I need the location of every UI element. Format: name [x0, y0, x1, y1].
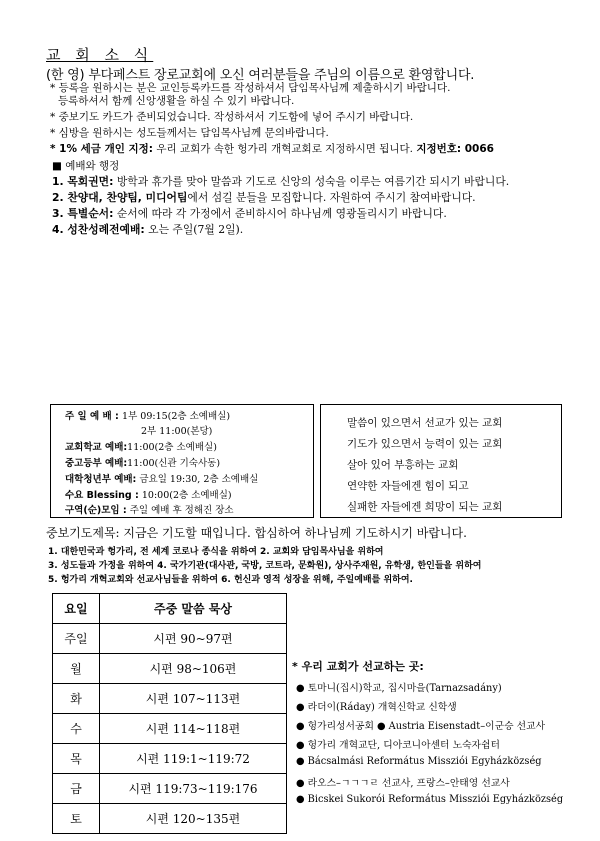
notice-item: * 중보기도 카드가 준비되었습니다. 작성하셔서 기도함에 넣어 주시기 바랍니다. — [50, 111, 414, 123]
mission-item: ● 헝가리성서공회 ● Austria Eisenstadt–이군승 선교사 — [296, 721, 546, 732]
reading-cell: 시편 119:1~119:72 — [100, 744, 287, 774]
table-row — [53, 714, 287, 744]
day-cell: 화 — [53, 684, 100, 714]
day-cell: 수 — [53, 714, 100, 744]
service-line: 중고등부 예배:11:00(신관 기숙사동) — [65, 458, 221, 469]
day-cell: 주일 — [53, 624, 100, 654]
prayer-item: 3. 성도들과 가정을 위하여 4. 국가기관(대사관, 국방, 코트라, 문화원), 상사주재원, 유학생, 한인들을 위하여 — [48, 561, 482, 571]
table-row — [53, 624, 287, 654]
service-line: 2부 11:00(본당) — [141, 426, 213, 437]
worship-admin-label: ■ 예배와 행정 — [52, 160, 120, 172]
reading-cell: 시편 114~118편 — [100, 714, 287, 744]
service-line: 대학청년부 예배: 금요일 19:30, 2층 소예배실 — [65, 474, 259, 485]
duty-item: 3. 특별순서: 순서에 따라 각 가정에서 준비하시어 하나님께 영광돌리시기 바랍니다. — [52, 207, 447, 220]
table-row — [53, 804, 287, 834]
reading-cell: 시편 120~135편 — [100, 804, 287, 834]
reading-cell: 시편 98~106편 — [100, 654, 287, 684]
notice-item: * 심방을 원하시는 성도들께서는 담임목사님께 문의바랍니다. — [50, 127, 329, 139]
mission-item: ● 라오스–ㄱㄱㄱㄹ 선교사, 프랑스–안태영 선교사 — [296, 778, 510, 789]
church-motto-box — [320, 404, 562, 518]
service-line: 주 일 예 배 : 1부 09:15(2층 소예배실) — [65, 411, 231, 422]
prayer-item: 5. 헝가리 개혁교회와 선교사님들을 위하여 6. 헌신과 영적 성장을 위해, 주일예배를 위하여. — [48, 575, 413, 585]
duty-item: 1. 목회권면: 방학과 휴가를 맞아 말씀과 기도로 신앙의 성숙을 이루는 여름기간 되시기 바랍니다. — [52, 175, 510, 188]
service-line: 교회학교 예배:11:00(2층 소예배실) — [65, 442, 217, 453]
page-title: 교 회 소 식 — [46, 46, 154, 64]
motto-line: 연약한 자들에겐 힘이 되고 — [347, 480, 469, 492]
duty-item: 4. 성찬성례전예배: 오는 주일(7월 2일). — [52, 223, 244, 236]
table-row — [53, 744, 287, 774]
table-row — [53, 684, 287, 714]
notice-item: * 등록을 원하시는 분은 교인등록카드를 작성하셔서 담임목사님께 제출하시기 바랍니다. — [50, 82, 451, 94]
welcome-message: (한 영) 부다페스트 장로교회에 오신 여러분들을 주님의 이름으로 환영합니다. — [46, 68, 475, 83]
notice-item: 등록하셔서 함께 신앙생활을 하실 수 있기 바랍니다. — [58, 95, 295, 107]
mission-item: ● Bicskei Sukorói Református Missziói Egyházközség — [296, 794, 564, 805]
day-cell: 월 — [53, 654, 100, 684]
mission-item: ● 라더이(Ráday) 개혁신학교 신학생 — [296, 702, 457, 713]
motto-line: 살아 있어 부흥하는 교회 — [347, 459, 459, 471]
mission-item: ● 토마니(집시)학교, 집시마을(Tarnazsadány) — [296, 683, 502, 694]
table-row — [53, 774, 287, 804]
motto-line: 기도가 있으면서 능력이 있는 교회 — [347, 438, 503, 450]
prayer-title: 중보기도제목: 지금은 기도할 때입니다. 합심하여 하나님께 기도하시기 바랍니다. — [46, 526, 467, 540]
reading-cell: 시편 90~97편 — [100, 624, 287, 654]
mission-item: ● 헝가리 개혁교단, 디아코니아센터 노숙자쉼터 — [296, 740, 500, 751]
service-times-box — [50, 404, 314, 518]
notice-item-tax: * 1% 세금 개인 지정: 우리 교회가 속한 헝가리 개혁교회로 지정하시면 됩니다. 지정번호: 0066 — [50, 143, 494, 155]
day-cell: 목 — [53, 744, 100, 774]
prayer-item: 1. 대한민국과 헝가리, 전 세계 코로나 종식을 위하여 2. 교회와 담임목사님을 위하여 — [48, 547, 384, 557]
day-cell: 토 — [53, 804, 100, 834]
weekly-reading-table — [52, 593, 287, 834]
duty-item: 2. 찬양대, 찬양팀, 미디어팀에서 섬길 분들을 모집합니다. 자원하여 주시기 참여바랍니다. — [52, 191, 476, 204]
mission-title: * 우리 교회가 선교하는 곳: — [292, 660, 424, 673]
table-header-row — [53, 594, 287, 624]
motto-line: 실패한 자들에겐 희망이 되는 교회 — [347, 501, 503, 513]
header-day: 요일 — [53, 594, 100, 624]
reading-cell: 시편 107~113편 — [100, 684, 287, 714]
reading-cell: 시편 119:73~119:176 — [100, 774, 287, 804]
table-row — [53, 654, 287, 684]
mission-item: ● Bácsalmási Református Missziói Egyházközség — [296, 756, 542, 767]
header-reading: 주중 말씀 묵상 — [100, 594, 287, 624]
service-line: 구역(순)모임 : 주일 예배 후 정해진 장소 — [65, 505, 234, 516]
service-line: 수요 Blessing : 10:00(2층 소예배실) — [65, 490, 232, 501]
day-cell: 금 — [53, 774, 100, 804]
motto-line: 말씀이 있으면서 선교가 있는 교회 — [347, 417, 503, 429]
